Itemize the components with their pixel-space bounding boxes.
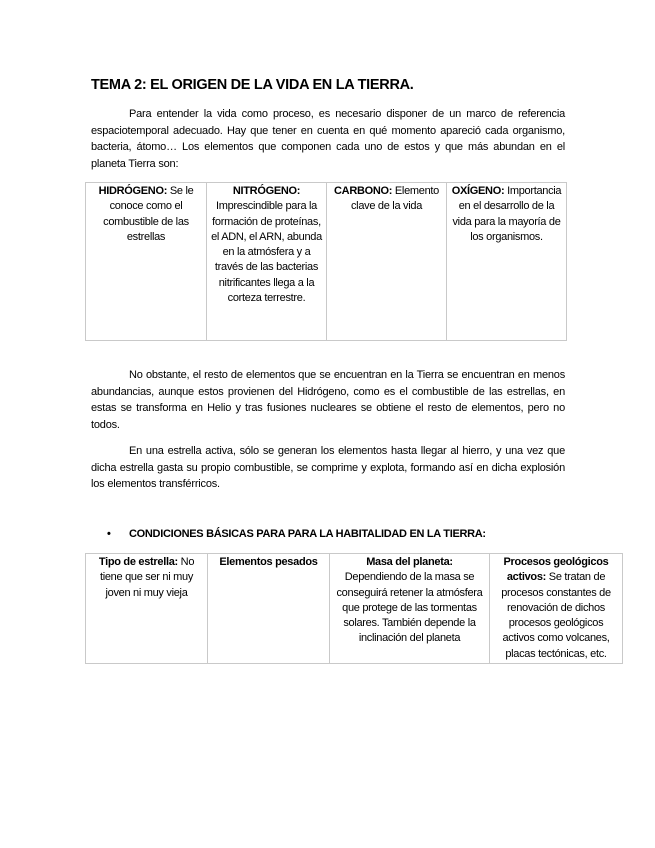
paragraph-2	[91, 367, 565, 433]
intro-text: Para entender la vida como proceso, es necesario disponer de un marco de referencia espaciotemporal adecuado. Hay que tener en cuenta en qué momento apareció cada organismo, bacteria, átomo… Los elementos que componen cada uno de estos y que más abundan en el planeta Tierra son:	[91, 108, 565, 170]
table-cell-nitrogen	[207, 183, 327, 341]
cell-heading: Masa del planeta:	[366, 556, 453, 568]
paragraph-3	[91, 443, 565, 493]
table-cell-star-type	[86, 554, 208, 664]
table-cell-carbon	[327, 183, 447, 341]
cell-heading: Procesos geológicos activos:	[503, 556, 609, 584]
table-cell-hydrogen	[86, 183, 207, 341]
table-cell-planet-mass	[330, 554, 490, 664]
conditions-table	[85, 553, 623, 664]
cell-text: Se le conoce como el combustible de las estrellas	[103, 185, 194, 243]
table-row	[86, 554, 623, 664]
intro-paragraph	[91, 106, 565, 172]
table-cell-oxygen	[447, 183, 567, 341]
table-cell-heavy-elements	[208, 554, 330, 664]
cell-heading: HIDRÓGENO:	[98, 185, 168, 197]
cell-text: Elemento clave de la vida	[350, 185, 439, 213]
cell-text: Importancia en el desarrollo de la vida para la mayoría de los organismos.	[452, 185, 562, 243]
paragraph-2-text: No obstante, el resto de elementos que se encuentran en la Tierra se encuentran en menos abundancias, aunque estos provienen del Hidrógeno, como es el combustible de las estrellas, en estas se transforma en Helio y tras fusiones nucleares se obtiene el resto de elementos, pero no todos.	[91, 369, 565, 431]
cell-heading: CARBONO:	[334, 185, 393, 197]
bullet-icon: •	[107, 528, 111, 540]
cell-heading: OXÍGENO:	[451, 185, 505, 197]
cell-text: Dependiendo de la masa se conseguirá retener la atmósfera que protege de las tormentas solares. También depende la inclinación del planeta	[336, 571, 483, 645]
elements-table	[85, 182, 567, 341]
cell-heading: Tipo de estrella:	[98, 556, 178, 568]
cell-text: Se tratan de procesos constantes de renovación de dichos procesos geológicos activos como volcanes, placas tectónicas, etc.	[501, 571, 611, 660]
cell-heading: Elementos pesados	[219, 556, 318, 568]
bullet-heading-text: CONDICIONES BÁSICAS PARA PARA LA HABITALIDAD EN LA TIERRA:	[129, 528, 486, 540]
bullet-heading	[107, 528, 486, 540]
paragraph-3-text: En una estrella activa, sólo se generan los elementos hasta llegar al hierro, y una vez que dicha estrella gasta su propio combustible, se comprime y explota, formando así en dicha explosión los elementos transférricos.	[91, 445, 565, 490]
cell-text: No tiene que ser ni muy joven ni muy vieja	[99, 556, 195, 599]
page-title: TEMA 2: EL ORIGEN DE LA VIDA EN LA TIERRA.	[91, 77, 414, 93]
cell-heading: NITRÓGENO:	[232, 185, 301, 197]
table-row	[86, 183, 567, 341]
cell-text: Imprescindible para la formación de proteínas, el ADN, el ARN, abunda en la atmósfera y a través de las bacterias nitrificantes llega a la corteza terrestre.	[211, 200, 322, 305]
table-cell-geological-processes	[490, 554, 623, 664]
